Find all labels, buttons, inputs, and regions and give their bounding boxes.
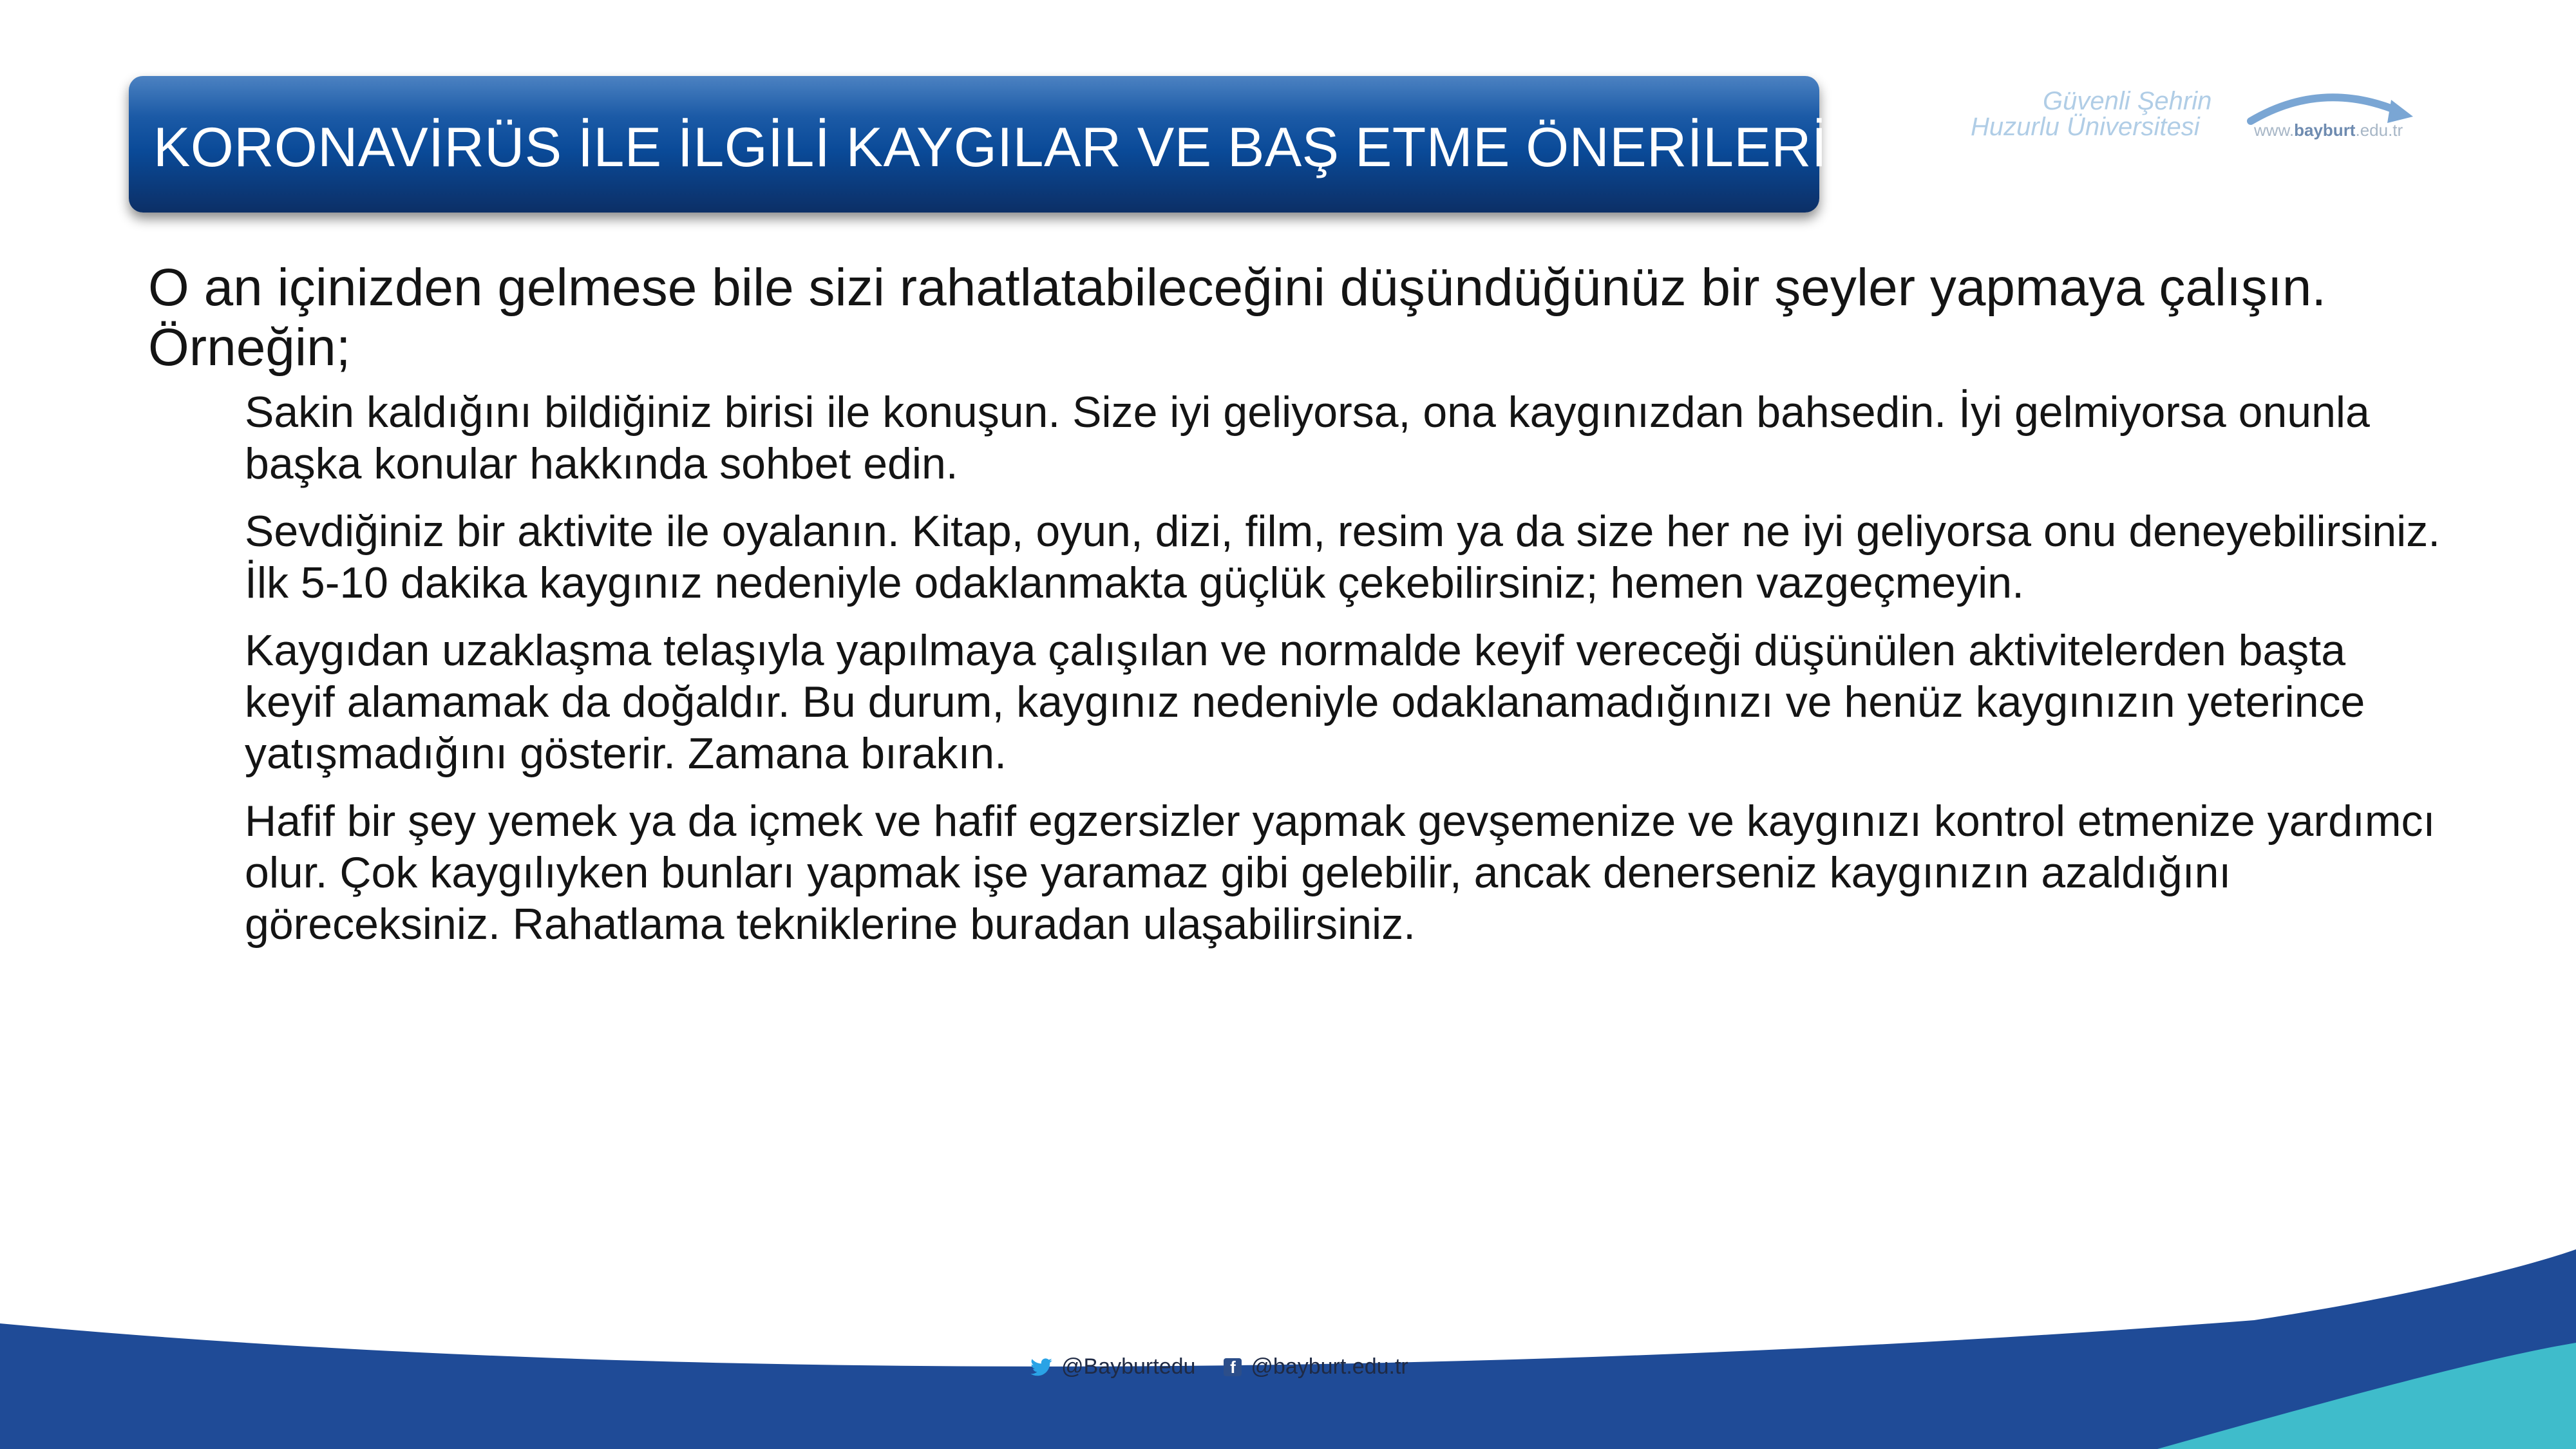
intro-text: O an içinizden gelmese bile sizi rahatlatabileceğini düşündüğünüz bir şeyler yapmaya çalışın. Örneğin;	[148, 258, 2327, 377]
footer-wave	[0, 1211, 2576, 1449]
social-links	[1030, 1354, 1408, 1379]
suggestion-list	[148, 386, 2441, 950]
facebook-handle[interactable]: @bayburt.edu.tr	[1251, 1354, 1408, 1379]
list-item: Sakin kaldığını bildiğiniz birisi ile konuşun. Size iyi geliyorsa, ona kaygınızdan bahsedin. İyi gelmiyorsa onunla başka konular hakkında sohbet edin.	[245, 388, 2370, 488]
slide-title: KORONAVİRÜS İLE İLGİLİ KAYGILAR VE BAŞ ETME ÖNERİLERİ	[153, 117, 1828, 178]
slide-body	[148, 258, 2441, 966]
logo-slogan-line1: Güvenli Şehrin	[2043, 87, 2212, 115]
facebook-icon[interactable]: f	[1224, 1358, 1242, 1376]
logo-url: www.bayburt.edu.tr	[2254, 120, 2403, 140]
twitter-icon[interactable]	[1030, 1358, 1052, 1376]
twitter-handle[interactable]: @Bayburtedu	[1061, 1354, 1196, 1379]
logo-slogan-line2: Huzurlu Üniversitesi	[1971, 113, 2200, 141]
list-item: Sevdiğiniz bir aktivite ile oyalanın. Kitap, oyun, dizi, film, resim ya da size her ne iyi geliyorsa onu deneyebilirsiniz. İlk 5-10 dakika kaygınız nedeniyle odaklanmakta güçlük çekebilirsiniz; hemen vazgeçmeyin.	[245, 507, 2441, 607]
title-banner	[129, 76, 1828, 213]
list-item: Hafif bir şey yemek ya da içmek ve hafif egzersizler yapmak gevşemenize ve kaygınızı kontrol etmenize yardımcı olur. Çok kaygılıyken bunları yapmak işe yaramaz gibi gelebilir, ancak denerseniz kaygınızın azaldığını göreceksiniz. Rahatlama tekniklerine buradan ulaşabilirsiniz.	[245, 797, 2436, 949]
university-logo	[1964, 80, 2441, 151]
list-item: Kaygıdan uzaklaşma telaşıyla yapılmaya çalışılan ve normalde keyif vereceği düşünülen aktivitelerden başta keyif alamamak da doğaldır. Bu durum, kaygınız nedeniyle odaklanamadığınızı ve henüz kaygınızın yeterince yatışmadığını gösterir. Zamana bırakın.	[245, 626, 2365, 778]
